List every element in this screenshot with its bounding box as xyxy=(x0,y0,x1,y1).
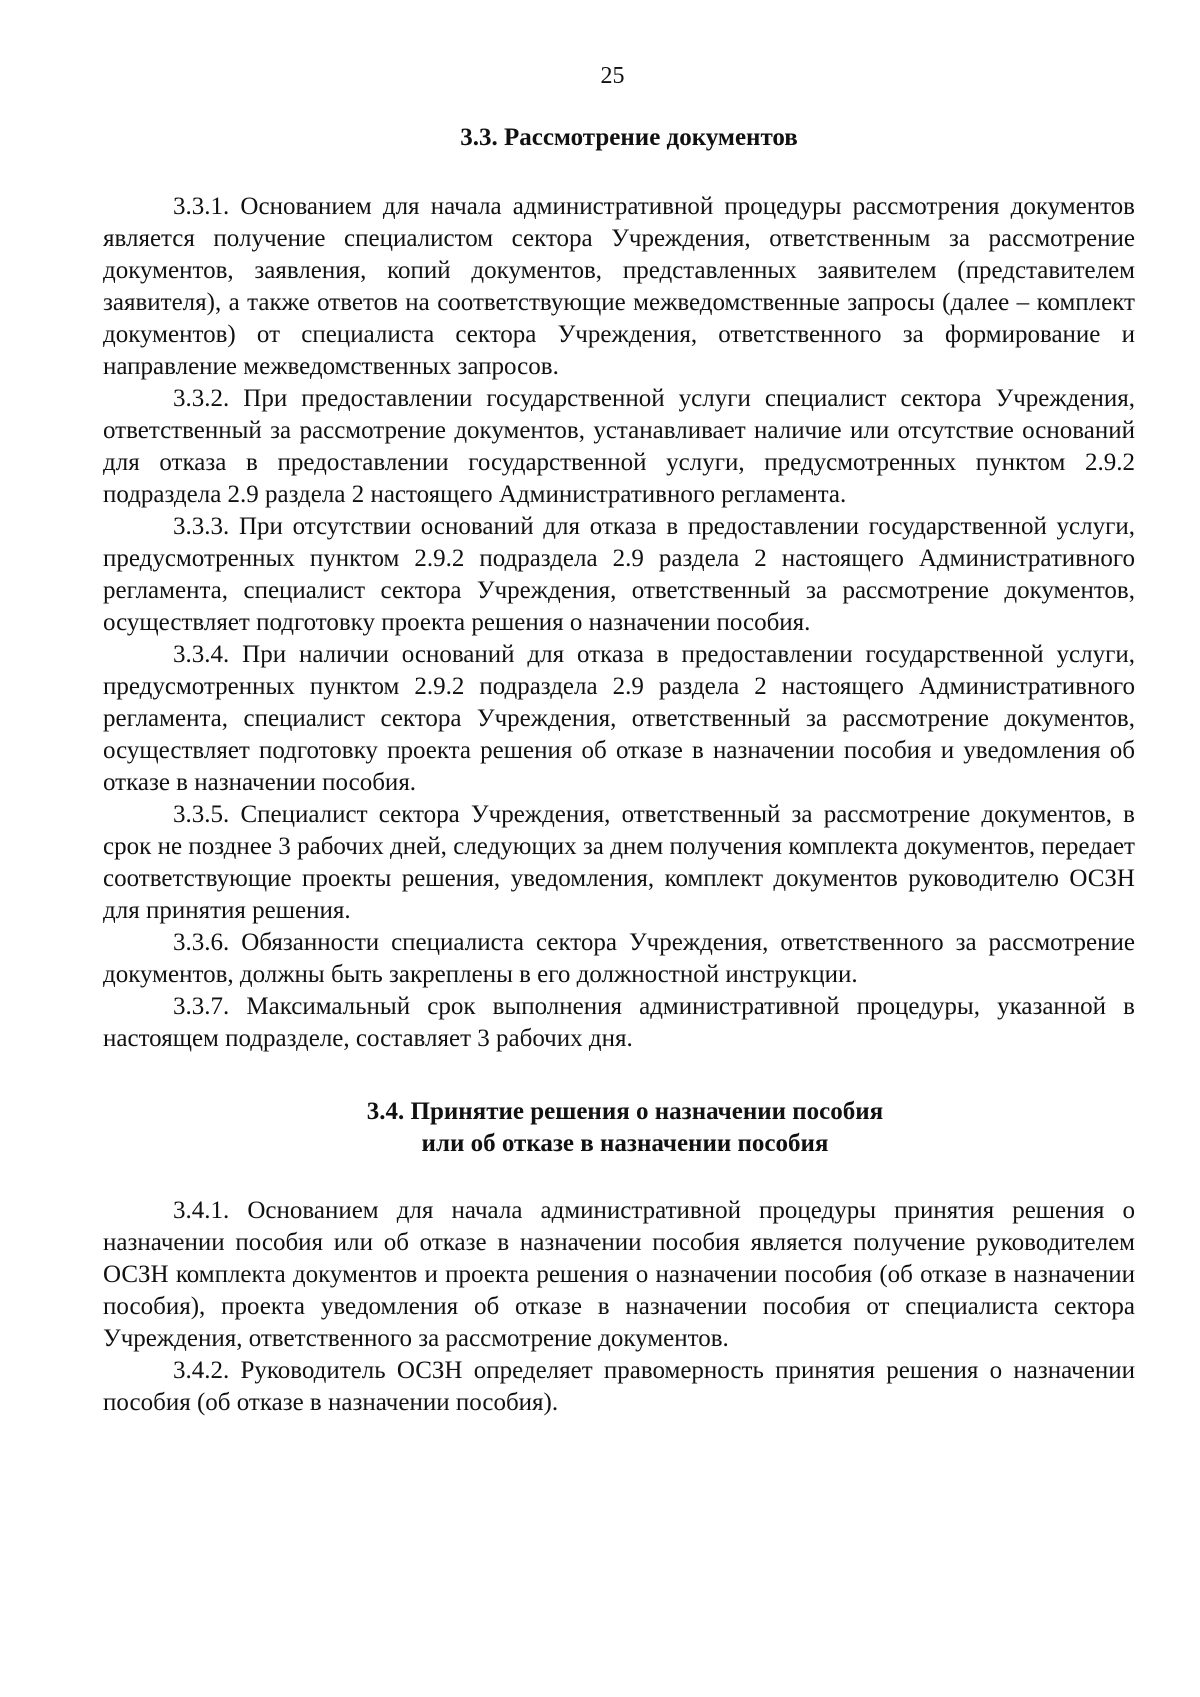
paragraph-3-3-4: 3.3.4. При наличии оснований для отказа в предоставлении государственной услуги, предусмотренных пунктом 2.9.2 подраздела 2.9 раздела 2 настоящего Административного регламента, специалист сектора Учреждения, ответственный за рассмотрение документов, осуществляет подготовку проекта решения об отказе в назначении пособия и уведомления об отказе в назначении пособия. xyxy=(103,641,1135,796)
paragraph-3-4-2: 3.4.2. Руководитель ОСЗН определяет правомерность принятия решения о назначении пособия (об отказе в назначении пособия). xyxy=(103,1357,1135,1416)
heading-line: 3.4. Принятие решения о назначении пособия xyxy=(366,1098,884,1125)
paragraph-3-3-5: 3.3.5. Специалист сектора Учреждения, ответственный за рассмотрение документов, в срок не позднее 3 рабочих дней, следующих за днем получения комплекта документов, передает соответствующие проекты решения, уведомления, комплект документов руководителю ОСЗН для принятия решения. xyxy=(103,801,1135,924)
section-heading-3-4 xyxy=(115,1096,1135,1160)
heading-line: 3.3. Рассмотрение документов xyxy=(460,124,798,151)
paragraph-3-3-2: 3.3.2. При предоставлении государственной услуги специалист сектора Учреждения, ответственный за рассмотрение документов, устанавливает наличие или отсутствие оснований для отказа в предоставлении государственной услуги, предусмотренных пунктом 2.9.2 подраздела 2.9 раздела 2 настоящего Административного регламента. xyxy=(103,385,1135,508)
section-heading-3-3 xyxy=(123,122,1135,154)
paragraph-3-3-3: 3.3.3. При отсутствии оснований для отказа в предоставлении государственной услуги, предусмотренных пунктом 2.9.2 подраздела 2.9 раздела 2 настоящего Административного регламента, специалист сектора Учреждения, ответственный за рассмотрение документов, осуществляет подготовку проекта решения о назначении пособия. xyxy=(103,513,1135,636)
heading-line: или об отказе в назначении пособия xyxy=(421,1130,829,1157)
paragraph-3-3-6: 3.3.6. Обязанности специалиста сектора Учреждения, ответственного за рассмотрение документов, должны быть закреплены в его должностной инструкции. xyxy=(103,929,1135,988)
paragraph-3-3-7: 3.3.7. Максимальный срок выполнения административной процедуры, указанной в настоящем подразделе, составляет 3 рабочих дня. xyxy=(103,993,1135,1052)
document-body xyxy=(103,122,1135,1419)
paragraph-3-4-1: 3.4.1. Основанием для начала административной процедуры принятия решения о назначении пособия или об отказе в назначении пособия является получение руководителем ОСЗН комплекта документов и проекта решения о назначении пособия (об отказе в назначении пособия), проекта уведомления об отказе в назначении пособия от специалиста сектора Учреждения, ответственного за рассмотрение документов. xyxy=(103,1197,1135,1352)
paragraph-3-3-1: 3.3.1. Основанием для начала административной процедуры рассмотрения документов является получение специалистом сектора Учреждения, ответственным за рассмотрение документов, заявления, копий документов, представленных заявителем (представителем заявителя), а также ответов на соответствующие межведомственные запросы (далее – комплект документов) от специалиста сектора Учреждения, ответственного за формирование и направление межведомственных запросов. xyxy=(103,193,1135,380)
page-number: 25 xyxy=(600,63,625,89)
